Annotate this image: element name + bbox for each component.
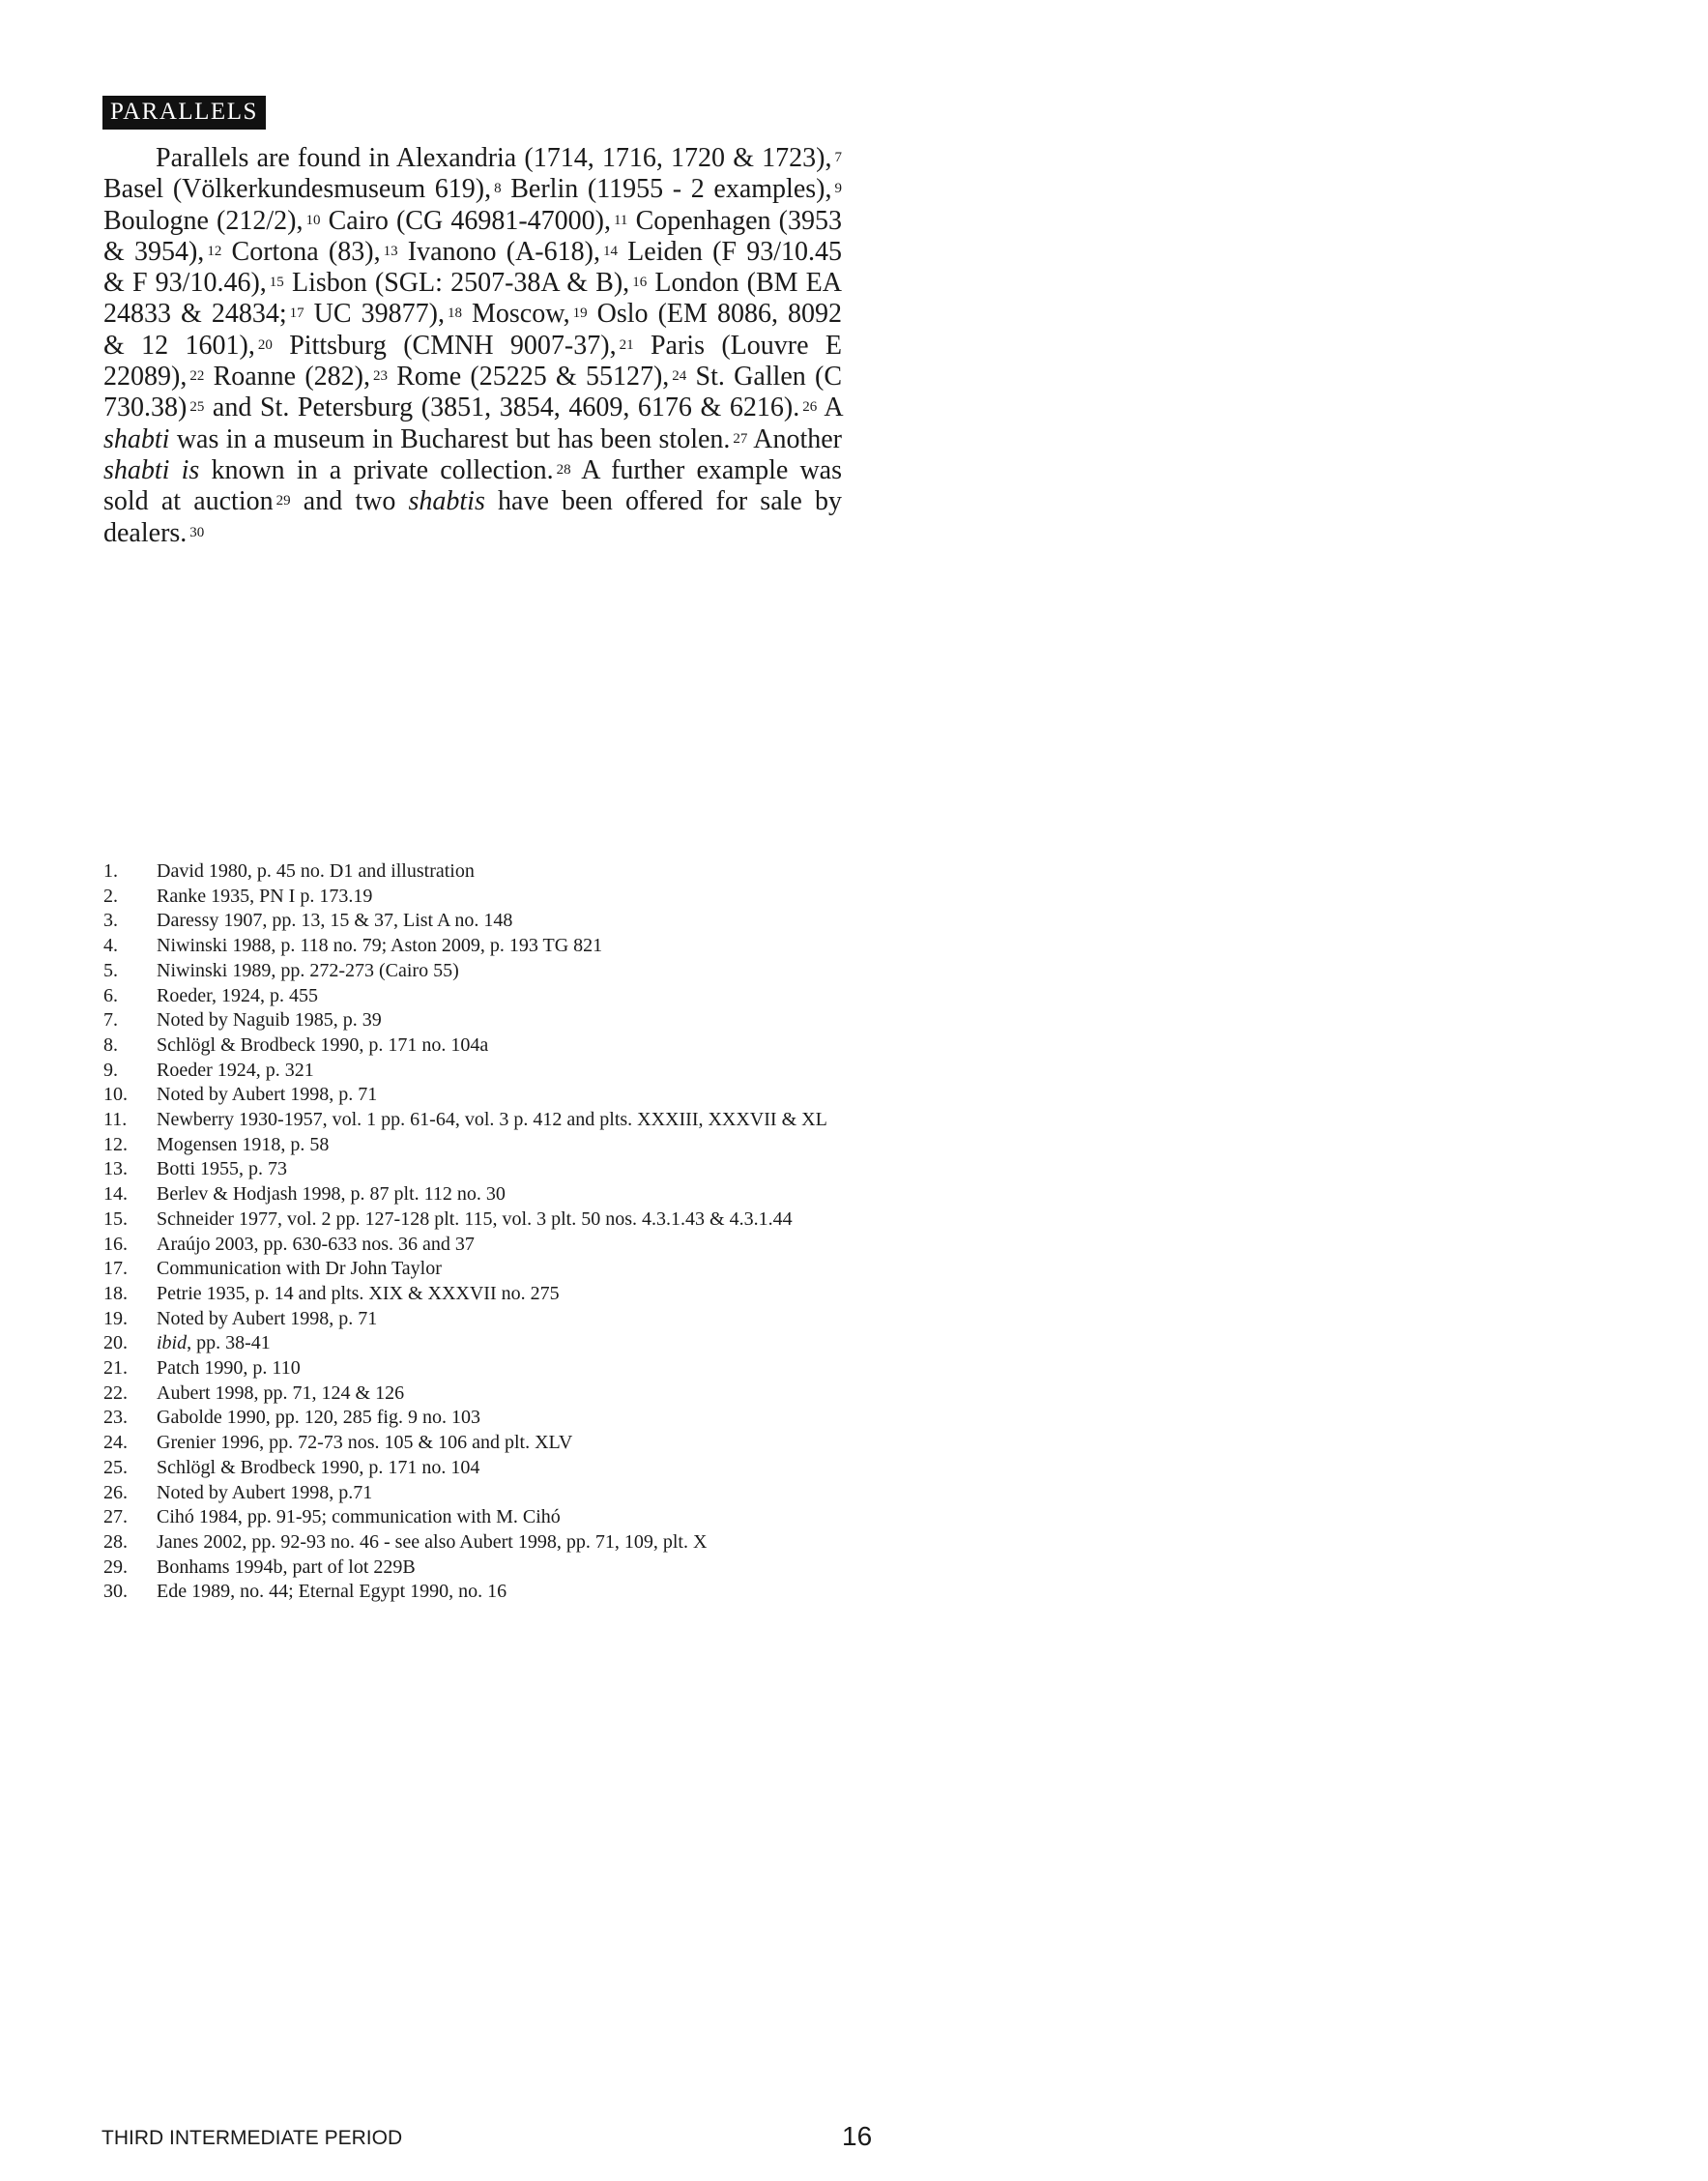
footnote-item xyxy=(103,1157,843,1182)
footnote-marker: 30 xyxy=(189,524,205,540)
footnote-marker: 10 xyxy=(305,212,321,228)
footnote-text xyxy=(157,885,843,910)
body-paragraph xyxy=(103,143,842,549)
footnote-item xyxy=(103,1059,843,1084)
footnote-text xyxy=(157,1580,843,1605)
footnote-marker: 19 xyxy=(572,305,588,322)
body-text-segment: Leiden (F 93/10.45 & F 93/10.46), xyxy=(103,236,842,299)
footnote-citation: Bonhams 1994b, part of lot 229B xyxy=(157,1556,416,1578)
footnote-citation: Botti 1955, p. 73 xyxy=(157,1158,288,1180)
body-text-segment: and two xyxy=(290,486,409,517)
footnote-text xyxy=(157,1530,843,1556)
body-text-segment: Boulogne (212/2), xyxy=(103,205,304,236)
footnote-marker: 9 xyxy=(834,181,842,197)
footnote-number: 13. xyxy=(103,1158,128,1180)
footnote-text xyxy=(157,1157,843,1182)
footnote-number: 11. xyxy=(103,1109,128,1131)
footnote-item xyxy=(103,959,843,984)
footnote-marker: 20 xyxy=(257,336,273,353)
footnote-item xyxy=(103,1233,843,1258)
footnote-marker: 11 xyxy=(613,212,628,228)
footnote-citation: Cihó 1984, pp. 91-95; communication with M. Cihó xyxy=(157,1506,561,1528)
footnote-text xyxy=(157,1556,843,1581)
body-text-segment: Cortona (83), xyxy=(221,236,381,267)
footnote-number: 6. xyxy=(103,984,118,1006)
footnote-citation: Ranke 1935, PN I p. 173.19 xyxy=(157,885,373,907)
footnote-item xyxy=(103,1307,843,1332)
body-text-segment: Another xyxy=(747,423,842,454)
footnote-item xyxy=(103,1083,843,1108)
footnote-text xyxy=(157,1356,843,1381)
footnote-number: 10. xyxy=(103,1084,128,1106)
footnote-citation: Roeder, 1924, p. 455 xyxy=(157,984,318,1006)
body-text-segment: Pittsburg (CMNH 9007-37), xyxy=(272,330,617,361)
footnote-number: 17. xyxy=(103,1258,128,1280)
footnote-marker: 22 xyxy=(189,368,205,385)
footnote-italic: ibid xyxy=(157,1332,188,1354)
italic-term: shabti is xyxy=(103,454,200,485)
footnote-text xyxy=(157,1456,843,1481)
footnote-number: 9. xyxy=(103,1059,118,1081)
body-text-segment: Paris (Louvre E 22089), xyxy=(103,330,842,393)
footnotes-list xyxy=(103,859,843,1605)
footnote-citation: Schneider 1977, vol. 2 pp. 127-128 plt. 115, vol. 3 plt. 50 nos. 4.3.1.43 & 4.3.1.44 xyxy=(157,1207,793,1230)
footnote-marker: 14 xyxy=(602,243,618,259)
footnote-citation: Ede 1989, no. 44; Eternal Egypt 1990, no. 16 xyxy=(157,1581,507,1603)
footnote-marker: 23 xyxy=(373,368,388,385)
section-heading: PARALLELS xyxy=(102,96,266,130)
footnote-item xyxy=(103,1381,843,1407)
footnote-citation: Gabolde 1990, pp. 120, 285 fig. 9 no. 103 xyxy=(157,1407,480,1429)
footnote-item xyxy=(103,1556,843,1581)
footnote-marker: 15 xyxy=(269,275,284,291)
footnote-number: 15. xyxy=(103,1207,128,1230)
footnote-text xyxy=(157,984,843,1009)
italic-term: shabti xyxy=(103,423,170,454)
footnote-marker: 21 xyxy=(619,336,634,353)
footnote-citation: , pp. 38-41 xyxy=(187,1332,271,1354)
footnote-item xyxy=(103,1481,843,1506)
footnote-marker: 27 xyxy=(733,430,748,447)
footnote-marker: 16 xyxy=(632,275,648,291)
footnote-item xyxy=(103,885,843,910)
footnote-item xyxy=(103,1182,843,1207)
footnote-text xyxy=(157,1133,843,1158)
footnote-marker: 18 xyxy=(447,305,462,322)
footnote-item xyxy=(103,1530,843,1556)
footnote-number: 21. xyxy=(103,1357,128,1380)
footnote-number: 14. xyxy=(103,1183,128,1206)
footnote-item xyxy=(103,1133,843,1158)
footnote-text xyxy=(157,1257,843,1282)
body-text-segment: was in a museum in Bucharest but has been stolen. xyxy=(169,423,731,454)
footnote-number: 23. xyxy=(103,1407,128,1429)
footnote-number: 27. xyxy=(103,1506,128,1528)
footnote-text xyxy=(157,959,843,984)
footnote-citation: Petrie 1935, p. 14 and plts. XIX & XXXVII no. 275 xyxy=(157,1282,560,1304)
footnote-number: 20. xyxy=(103,1332,128,1354)
footnote-number: 30. xyxy=(103,1581,128,1603)
footnote-text xyxy=(157,1431,843,1456)
footnote-number: 1. xyxy=(103,860,118,882)
footnote-item xyxy=(103,1331,843,1356)
footnote-text xyxy=(157,1008,843,1033)
footnote-number: 12. xyxy=(103,1133,128,1155)
body-text-segment: Basel (Völkerkundesmuseum 619), xyxy=(103,174,492,205)
footnote-item xyxy=(103,1580,843,1605)
footnote-text xyxy=(157,1108,843,1133)
footnote-text xyxy=(157,1381,843,1407)
footnote-marker: 13 xyxy=(383,243,398,259)
footnote-number: 3. xyxy=(103,910,118,932)
footnote-marker: 17 xyxy=(289,305,304,322)
footnote-citation: Janes 2002, pp. 92-93 no. 46 - see also Aubert 1998, pp. 71, 109, plt. X xyxy=(157,1530,708,1553)
footnote-item xyxy=(103,1108,843,1133)
footnote-text xyxy=(157,1406,843,1431)
footnote-number: 7. xyxy=(103,1009,118,1032)
footnote-marker: 28 xyxy=(556,461,571,478)
footnote-text xyxy=(157,1033,843,1059)
footnote-item xyxy=(103,1033,843,1059)
footnote-number: 28. xyxy=(103,1530,128,1553)
footnote-marker: 24 xyxy=(672,368,687,385)
footnote-text xyxy=(157,859,843,885)
footnote-number: 22. xyxy=(103,1381,128,1404)
footnote-citation: Patch 1990, p. 110 xyxy=(157,1357,301,1380)
body-text-segment: Roanne (282), xyxy=(204,362,370,393)
footnote-text xyxy=(157,1307,843,1332)
footnote-number: 18. xyxy=(103,1282,128,1304)
body-text-segment: A further example was sold at auction xyxy=(103,454,842,517)
footnote-number: 19. xyxy=(103,1307,128,1329)
footnote-citation: Noted by Aubert 1998, p. 71 xyxy=(157,1307,378,1329)
footnote-number: 29. xyxy=(103,1556,128,1578)
footnote-text xyxy=(157,1331,843,1356)
body-text-segment: Ivanono (A-618), xyxy=(397,236,600,267)
footnote-marker: 12 xyxy=(207,243,222,259)
footnote-text xyxy=(157,1481,843,1506)
body-text-segment: Lisbon (SGL: 2507-38A & B), xyxy=(283,268,630,299)
body-text-segment: have been offered for sale by dealers. xyxy=(103,486,842,548)
footnote-marker: 8 xyxy=(494,181,502,197)
footnote-number: 25. xyxy=(103,1456,128,1478)
footnote-number: 26. xyxy=(103,1481,128,1503)
footnote-item xyxy=(103,859,843,885)
body-text-segment: Berlin (11955 - 2 examples), xyxy=(501,174,832,205)
footnote-marker: 29 xyxy=(275,493,291,509)
footnote-item xyxy=(103,984,843,1009)
body-text-segment: Rome (25225 & 55127), xyxy=(388,362,670,393)
footnote-citation: Noted by Aubert 1998, p. 71 xyxy=(157,1084,378,1106)
footnote-citation: Schlögl & Brodbeck 1990, p. 171 no. 104 xyxy=(157,1456,480,1478)
footnote-citation: Araújo 2003, pp. 630-633 nos. 36 and 37 xyxy=(157,1233,475,1255)
body-text-segment: Cairo (CG 46981-47000), xyxy=(320,205,611,236)
footnote-citation: Noted by Naguib 1985, p. 39 xyxy=(157,1009,382,1032)
footnote-item xyxy=(103,1406,843,1431)
page-number: 16 xyxy=(842,2121,873,2151)
body-text-segment: Copenhagen (3953 & 3954), xyxy=(103,205,843,267)
footnote-item xyxy=(103,909,843,934)
footnote-item xyxy=(103,1282,843,1307)
footnote-text xyxy=(157,934,843,959)
footnote-number: 16. xyxy=(103,1233,128,1255)
footnote-text xyxy=(157,1233,843,1258)
footnote-citation: Grenier 1996, pp. 72-73 nos. 105 & 106 and plt. XLV xyxy=(157,1432,573,1454)
footnote-text xyxy=(157,1282,843,1307)
footnote-citation: Berlev & Hodjash 1998, p. 87 plt. 112 no. 30 xyxy=(157,1183,506,1206)
footnote-text xyxy=(157,1083,843,1108)
footnote-citation: Newberry 1930-1957, vol. 1 pp. 61-64, vol. 3 p. 412 and plts. XXXIII, XXXVII & XL xyxy=(157,1109,827,1131)
footnote-text xyxy=(157,909,843,934)
footnote-citation: Niwinski 1989, pp. 272-273 (Cairo 55) xyxy=(157,959,459,981)
footnote-citation: Daressy 1907, pp. 13, 15 & 37, List A no. 148 xyxy=(157,910,513,932)
footnote-number: 4. xyxy=(103,935,118,957)
footnote-citation: Noted by Aubert 1998, p.71 xyxy=(157,1481,373,1503)
footnote-item xyxy=(103,1356,843,1381)
body-text-segment: London (BM EA 24833 & 24834; xyxy=(103,268,843,330)
body-text-segment: Oslo (EM 8086, 8092 & 12 1601), xyxy=(103,299,842,361)
body-text-segment: Moscow, xyxy=(461,299,570,330)
footnote-number: 5. xyxy=(103,959,118,981)
footnote-item xyxy=(103,1008,843,1033)
footnote-citation: Schlögl & Brodbeck 1990, p. 171 no. 104a xyxy=(157,1033,489,1056)
footnote-item xyxy=(103,1505,843,1530)
footnote-number: 8. xyxy=(103,1033,118,1056)
footnote-text xyxy=(157,1207,843,1233)
body-text-segment: A xyxy=(817,393,843,423)
body-text-segment: St. Gallen (C 730.38) xyxy=(103,362,842,423)
body-text-segment: and St. Petersburg (3851, 3854, 4609, 6176 & 6216). xyxy=(204,393,800,423)
footnote-marker: 26 xyxy=(802,399,818,416)
footnote-text xyxy=(157,1059,843,1084)
footnote-citation: David 1980, p. 45 no. D1 and illustration xyxy=(157,860,475,882)
footnote-item xyxy=(103,1456,843,1481)
footnote-citation: Communication with Dr John Taylor xyxy=(157,1258,442,1280)
footnote-item xyxy=(103,934,843,959)
footnote-item xyxy=(103,1207,843,1233)
footnote-citation: Mogensen 1918, p. 58 xyxy=(157,1133,330,1155)
footnote-marker: 25 xyxy=(189,399,205,416)
running-title: THIRD INTERMEDIATE PERIOD xyxy=(101,2127,403,2149)
footnote-number: 2. xyxy=(103,885,118,907)
footnote-text xyxy=(157,1182,843,1207)
footnote-marker: 7 xyxy=(834,150,842,165)
italic-term: shabtis xyxy=(408,486,485,517)
body-text-segment: known in a private collection. xyxy=(199,454,554,485)
footnote-item xyxy=(103,1431,843,1456)
footnote-citation: Aubert 1998, pp. 71, 124 & 126 xyxy=(157,1381,405,1404)
footnote-citation: Niwinski 1988, p. 118 no. 79; Aston 2009, p. 193 TG 821 xyxy=(157,935,603,957)
footnote-number: 24. xyxy=(103,1432,128,1454)
body-text-segment: UC 39877), xyxy=(304,299,445,330)
footnote-item xyxy=(103,1257,843,1282)
footnote-citation: Roeder 1924, p. 321 xyxy=(157,1059,314,1081)
body-text-segment: Parallels are found in Alexandria (1714, 1716, 1720 & 1723), xyxy=(156,143,832,173)
footnote-text xyxy=(157,1505,843,1530)
